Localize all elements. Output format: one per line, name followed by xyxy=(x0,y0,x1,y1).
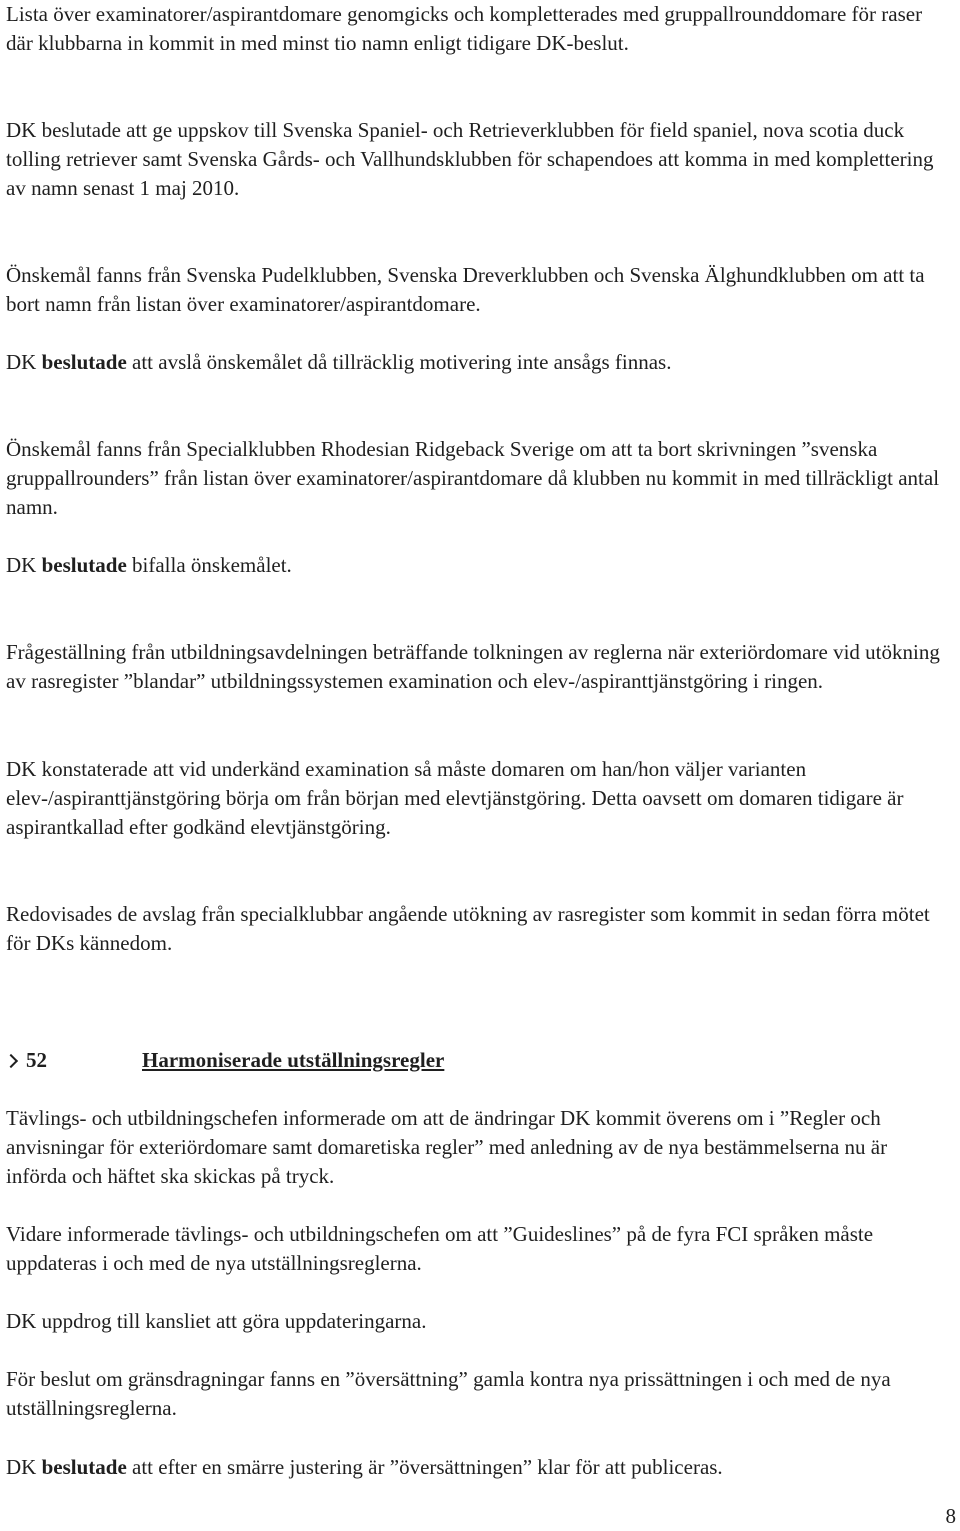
decision-keyword: beslutade xyxy=(41,350,127,374)
paragraph-request-ridgeback: Önskemål fanns från Specialklubben Rhodesian Ridgeback Sverige om att ta bort skrivningen ”svenska gruppallrounders” från listan över examinatorer/aspirantdomare då klubben nu kommit in med tillräckligt antal namn. xyxy=(6,437,940,519)
paragraph-translation: För beslut om gränsdragningar fanns en ”översättning” gamla kontra nya prissättningen i och med de nya utställningsreglerna. xyxy=(6,1367,891,1420)
paragraph-rules-informed: Tävlings- och utbildningschefen informerade om att de ändringar DK kommit överens om i ”Regler och anvisningar för exteriördomare samt domaretiska regler” med anledning av de nya bestämmelserna nu är införda och häftet ska skickas på tryck. xyxy=(6,1106,888,1188)
paragraph-postponement-decision: DK beslutade att ge uppskov till Svenska Spaniel- och Retrieverklubben för field spaniel, nova scotia duck tolling retriever samt Svenska Gårds- och Vallhundsklubben för schapendoes att komma in med komplettering av namn senast 1 maj 2010. xyxy=(6,118,934,200)
decision-prefix: DK xyxy=(6,553,42,577)
paragraph-decision-publish xyxy=(6,1453,951,1482)
paragraph-request-remove-names: Önskemål fanns från Svenska Pudelklubben, Svenska Dreverklubben och Svenska Älghundklubben om att ta bort namn från listan över examinatorer/aspirantdomare. xyxy=(6,263,925,316)
decision-keyword: beslutade xyxy=(41,553,127,577)
section-bullet-icon xyxy=(4,1054,18,1068)
decision-text: bifalla önskemålet. xyxy=(126,553,292,577)
paragraph-office-assigned: DK uppdrog till kansliet att göra uppdateringarna. xyxy=(6,1309,427,1333)
paragraph-decision-reject xyxy=(6,348,951,377)
section-number: 52 xyxy=(26,1048,47,1072)
decision-keyword: beslutade xyxy=(41,1455,127,1479)
page-number: 8 xyxy=(945,1504,956,1528)
paragraph-decision-approve xyxy=(6,551,951,580)
paragraph-question-education: Frågeställning från utbildningsavdelningen beträffande tolkningen av reglerna när exteriördomare vid utökning av rasregister ”blandar” utbildningssystemen examination och elev-/aspiranttjänstgöring i ringen. xyxy=(6,640,940,693)
decision-text: att efter en smärre justering är ”översättningen” klar för att publiceras. xyxy=(126,1455,723,1479)
paragraph-rejections-reported: Redovisades de avslag från specialklubbar angående utökning av rasregister som kommit in sedan förra mötet för DKs kännedom. xyxy=(6,902,930,955)
section-title: Harmoniserade utställningsregler xyxy=(142,1048,445,1072)
paragraph-guidelines-update: Vidare informerade tävlings- och utbildningschefen om att ”Guideslines” på de fyra FCI språken måste uppdateras i och med de nya utställningsreglerna. xyxy=(6,1222,874,1275)
paragraph-dk-conclusion: DK konstaterade att vid underkänd examination så måste domaren om han/hon väljer varianten elev-/aspiranttjänstgöring börja om från början med elevtjänstgöring. Detta oavsett om domaren tidigare är aspirantkallad efter godkänd elevtjänstgöring. xyxy=(6,757,904,839)
paragraph-examiner-list: Lista över examinatorer/aspirantdomare genomgicks och kompletterades med gruppallrounddomare för raser där klubbarna in kommit in med minst tio namn enligt tidigare DK-beslut. xyxy=(6,2,923,55)
decision-text: att avslå önskemålet då tillräcklig motivering inte ansågs finnas. xyxy=(126,350,672,374)
decision-prefix: DK xyxy=(6,350,42,374)
decision-prefix: DK xyxy=(6,1455,42,1479)
